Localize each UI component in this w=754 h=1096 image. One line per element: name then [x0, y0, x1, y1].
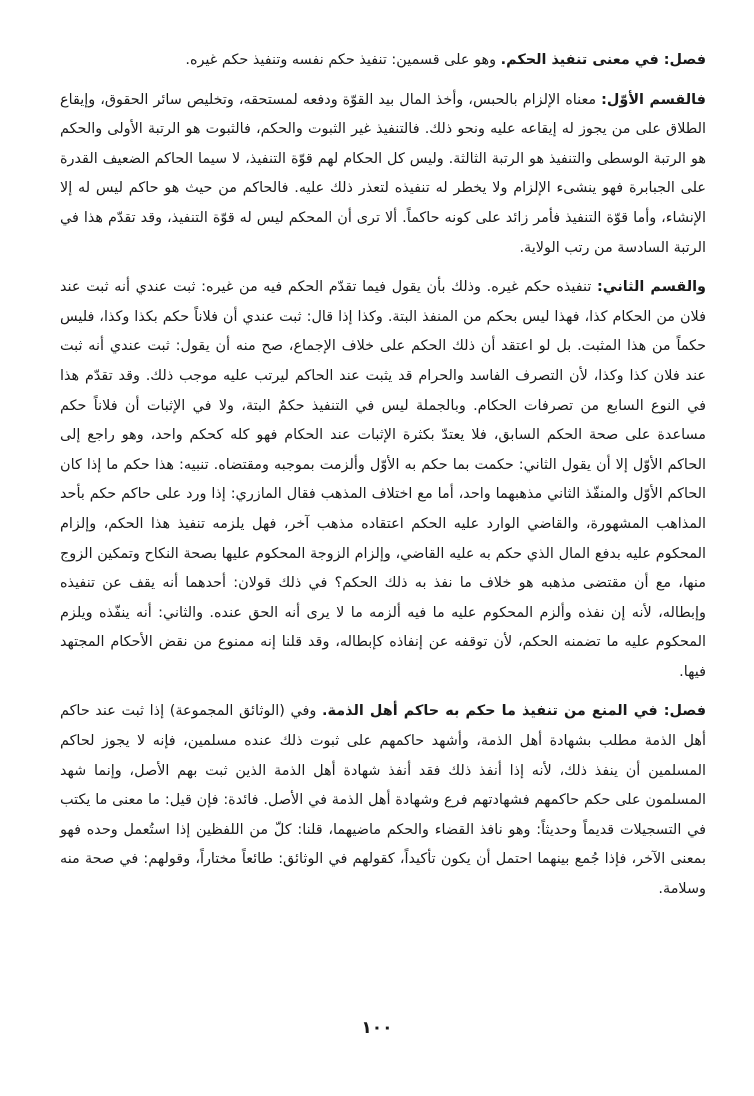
paragraph-text: تنفيذه حكم غيره. وذلك بأن يقول فيما تقدّم الحكم فيه من غيره: ثبت عندي أنه ثبت عند فلان من الحكام كذا، فهذا ليس بحكم من المنفذ البتة. وكذا إذا قال: ثبت عندي أن فلاناً حكم بكذا وكذا، فليس حكماً من هذا المثبت. بل لو اعتقد أن ذلك الحكم على خلاف الإجماع، صح منه أن يقول: ثبت عندي أنه ثبت عند فلان كذا وكذا، لأن التصرف الفاسد والحرام قد يثبت عند الحاكم ليرتب عليه موجب ذلك. وقد تقدّم هذا في النوع السابع من تصرفات الحكام. وبالجملة ليس في التنفيذ حكمٌ البتة، ولا في الإثبات أن فلاناً حكم مساعدة على صحة الحكم السابق، فلا يعتدّ بكثرة الإثبات عند الحكام فهو كله كحكم واحد، وهو راجع إلى الحاكم الأوّل إلا أن يقول الثاني: حكمت بما حكم به الأوّل وألزمت بموجبه ومقتضاه. تنبيه: هذا حكم ما إذا كان الحاكم الأوّل والمنفّذ الثاني مذهبهما واحد، أما مع اختلاف المذهب فقال المازري: إذا ورد على حاكم حكم بأحد المذاهب المشهورة، والقاضي الوارد عليه الحكم اعتقاده مذهب آخر، فهل يلزمه تنفيذ هذا الحكم، وإلزام المحكوم عليه بدفع المال الذي حكم به عليه القاضي، وإلزام الزوجة المحكوم عليها بصحة النكاح وتمكين الزوج منها، مع أن مقتضى مذهبه هو خلاف ما نفذ به ذلك الحكم؟ في ذلك قولان: أحدهما أنه يقف عن تنفيذه وإبطاله، لأنه إن نفذه وألزم المحكوم عليه ما فيه ألزمه ما لا يرى أنه الحق عنده. والثاني: أنه ينفّذه ويلزم المحكوم عليه ما تضمنه الحكم، لأن توقفه عن إنفاذه كإبطاله، وقد قلنا إنه ممنوع من نقض الأحكام المجتهد فيها. [60, 279, 706, 680]
page-body [60, 46, 706, 905]
page-number: ١٠٠ [361, 1018, 393, 1038]
part-heading: والقسم الثاني: [597, 279, 706, 296]
section-heading: فصل: في معنى تنفيذ الحكم. [500, 52, 706, 68]
paragraph-second-part [60, 273, 706, 687]
section-heading: فصل: في المنع من تنفيذ ما حكم به حاكم أهل الذمة. [322, 703, 706, 720]
paragraph-text: معناه الإلزام بالحبس، وأخذ المال بيد القوّة ودفعه لمستحقه، وتخليص سائر الحقوق، وإيقاع الطلاق على من يجوز له إيقاعه عليه ونحو ذلك. فالتنفيذ غير الثبوت والحكم، فالثبوت هو الرتبة الأولى والحكم هو الرتبة الوسطى والتنفيذ هو الرتبة الثالثة. وليس كل الحكام لهم قوّة التنفيذ، لا سيما الحاكم الضعيف القدرة على الجبابرة فهو ينشىء الإلزام ولا يخطر له تنفيذه لتعذر ذلك عليه. فالحاكم من حيث هو حاكم ليس له إلا الإنشاء، وأما قوّة التنفيذ فأمر زائد على كونه حاكماً. ألا ترى أن المحكم ليس له قوّة التنفيذ، وقد تقدّم هذا في الرتبة السادسة من رتب الولاية. [60, 91, 706, 256]
paragraph-section-meaning-of-execution [60, 46, 706, 76]
paragraph-first-part [60, 86, 706, 264]
paragraph-text: وهو على قسمين: تنفيذ حكم نفسه وتنفيذ حكم غيره. [185, 52, 501, 68]
part-heading: فالقسم الأوّل: [601, 91, 706, 108]
paragraph-text: وفي (الوثائق المجموعة) إذا ثبت عند حاكم أهل الذمة مطلب بشهادة أهل الذمة، وأشهد حاكمهم على ثبوت ذلك عنده مسلمين، فإنه لا يجوز لحاكم المسلمين أن ينفذ ذلك، لأنه إذا أنفذ ذلك فقد أنفذ شهادة أهل الذمة الذين ثبت بهم الأصل، وإنما شهد المسلمون على حكم حاكمهم فشهادتهم فرع وشهادة أهل الذمة في الأصل. فائدة: فإن قيل: ما معنى ما يكتب في التسجيلات قديماً وحديثاً: وهو نافذ القضاء والحكم ماضيهما، قلنا: كلّ من اللفظين إذا استُعمل وحده فهو بمعنى الآخر، فإذا جُمع بينهما احتمل أن يكون تأكيداً، كقولهم في الوثائق: طائعاً مختاراً، وقولهم: في صحة منه وسلامة. [60, 703, 706, 898]
paragraph-section-dhimmi-judge [60, 697, 706, 904]
